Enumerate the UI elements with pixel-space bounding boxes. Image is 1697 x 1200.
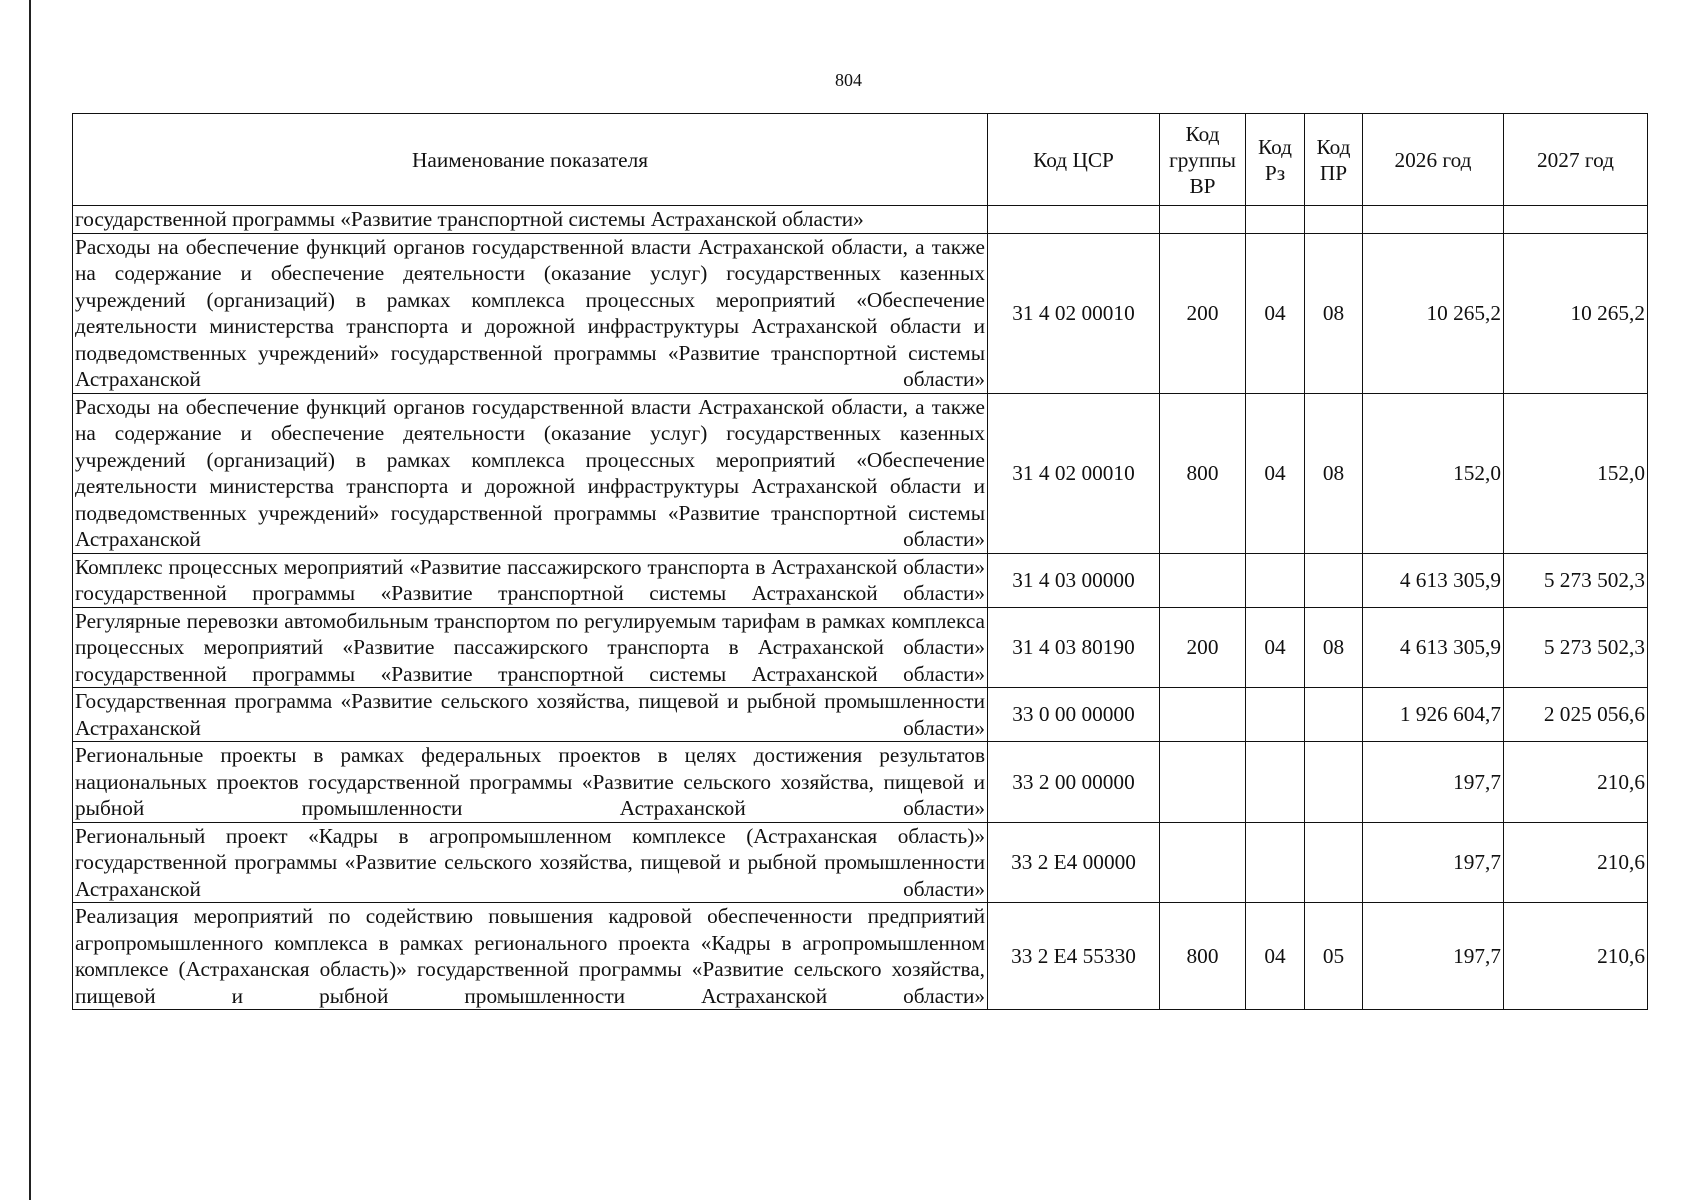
row-name: Расходы на обеспечение функций органов государственной власти Астраханской области, а также на содержание и обеспечение деятельности (оказание услуг) государственных казенных учреждений (организаций) в рамках комплекса процессных мероприятий «Обеспечение деятельности министерства транспорта и дорожной инфраструктуры Астраханской области и подведомственных учреждений» государственной программы «Развитие транспортной системы Астраханской области» (73, 233, 988, 393)
row-csr: 33 2 00 00000 (988, 742, 1160, 823)
row-pr: 08 (1305, 607, 1363, 688)
header-name: Наименование показателя (73, 114, 988, 206)
row-pr: 05 (1305, 903, 1363, 1010)
row-csr: 33 0 00 00000 (988, 688, 1160, 742)
header-vr: Код группы ВР (1160, 114, 1246, 206)
row-name: Региональный проект «Кадры в агропромышленном комплексе (Астраханская область)» государственной программы «Развитие сельского хозяйства, пищевой и рыбной промышленности Астраханской области» (73, 822, 988, 903)
row-rz (1246, 822, 1305, 903)
binding-line (29, 0, 31, 1200)
row-vr: 800 (1160, 393, 1246, 553)
row-name: Государственная программа «Развитие сельского хозяйства, пищевой и рыбной промышленности Астраханской области» (73, 688, 988, 742)
row-2027: 152,0 (1504, 393, 1648, 553)
row-vr (1160, 822, 1246, 903)
row-2026: 4 613 305,9 (1363, 607, 1504, 688)
header-rz: Код Рз (1246, 114, 1305, 206)
table-row (73, 553, 1648, 607)
table-row (73, 903, 1648, 1010)
page-number: 804 (835, 70, 862, 90)
row-csr (988, 206, 1160, 234)
table-row (73, 233, 1648, 393)
row-vr (1160, 553, 1246, 607)
row-vr: 200 (1160, 607, 1246, 688)
row-pr: 08 (1305, 233, 1363, 393)
row-name: Расходы на обеспечение функций органов государственной власти Астраханской области, а также на содержание и обеспечение деятельности (оказание услуг) государственных казенных учреждений (организаций) в рамках комплекса процессных мероприятий «Обеспечение деятельности министерства транспорта и дорожной инфраструктуры Астраханской области и подведомственных учреждений» государственной программы «Развитие транспортной системы Астраханской области» (73, 393, 988, 553)
row-csr: 33 2 Е4 00000 (988, 822, 1160, 903)
row-vr: 200 (1160, 233, 1246, 393)
row-2026: 152,0 (1363, 393, 1504, 553)
table-row (73, 607, 1648, 688)
row-rz (1246, 688, 1305, 742)
table-row (73, 688, 1648, 742)
row-csr: 31 4 02 00010 (988, 393, 1160, 553)
row-csr: 31 4 03 00000 (988, 553, 1160, 607)
row-pr: 08 (1305, 393, 1363, 553)
row-2027: 2 025 056,6 (1504, 688, 1648, 742)
row-2026: 1 926 604,7 (1363, 688, 1504, 742)
row-2027: 210,6 (1504, 903, 1648, 1010)
header-2026: 2026 год (1363, 114, 1504, 206)
row-name: Региональные проекты в рамках федеральных проектов в целях достижения результатов национальных проектов государственной программы «Развитие сельского хозяйства, пищевой и рыбной промышленности Астраханской области» (73, 742, 988, 823)
row-csr: 33 2 Е4 55330 (988, 903, 1160, 1010)
row-2026 (1363, 206, 1504, 234)
table-row (73, 206, 1648, 234)
table-row (73, 393, 1648, 553)
row-pr (1305, 553, 1363, 607)
row-vr (1160, 688, 1246, 742)
row-csr: 31 4 02 00010 (988, 233, 1160, 393)
row-rz: 04 (1246, 607, 1305, 688)
row-name: Регулярные перевозки автомобильным транспортом по регулируемым тарифам в рамках комплекса процессных мероприятий «Развитие пассажирского транспорта в Астраханской области» государственной программы «Развитие транспортной системы Астраханской области» (73, 607, 988, 688)
row-2026: 10 265,2 (1363, 233, 1504, 393)
row-rz: 04 (1246, 393, 1305, 553)
row-name: Комплекс процессных мероприятий «Развитие пассажирского транспорта в Астраханской области» государственной программы «Развитие транспортной системы Астраханской области» (73, 553, 988, 607)
table-row (73, 822, 1648, 903)
row-pr (1305, 206, 1363, 234)
row-pr (1305, 742, 1363, 823)
header-pr: Код ПР (1305, 114, 1363, 206)
table-header-row (73, 114, 1648, 206)
row-rz (1246, 206, 1305, 234)
row-rz (1246, 553, 1305, 607)
table-row (73, 742, 1648, 823)
budget-table (72, 113, 1648, 1010)
row-2026: 4 613 305,9 (1363, 553, 1504, 607)
row-2027: 5 273 502,3 (1504, 607, 1648, 688)
row-vr: 800 (1160, 903, 1246, 1010)
row-2026: 197,7 (1363, 822, 1504, 903)
row-2027 (1504, 206, 1648, 234)
row-pr (1305, 688, 1363, 742)
row-rz: 04 (1246, 233, 1305, 393)
row-name: Реализация мероприятий по содействию повышения кадровой обеспеченности предприятий агропромышленного комплекса в рамках регионального проекта «Кадры в агропромышленном комплексе (Астраханская область)» государственной программы «Развитие сельского хозяйства, пищевой и рыбной промышленности Астраханской области» (73, 903, 988, 1010)
row-vr (1160, 206, 1246, 234)
row-2027: 210,6 (1504, 742, 1648, 823)
row-rz (1246, 742, 1305, 823)
row-pr (1305, 822, 1363, 903)
row-2026: 197,7 (1363, 903, 1504, 1010)
header-csr: Код ЦСР (988, 114, 1160, 206)
row-2026: 197,7 (1363, 742, 1504, 823)
header-2027: 2027 год (1504, 114, 1648, 206)
row-2027: 5 273 502,3 (1504, 553, 1648, 607)
row-rz: 04 (1246, 903, 1305, 1010)
row-2027: 210,6 (1504, 822, 1648, 903)
row-vr (1160, 742, 1246, 823)
row-csr: 31 4 03 80190 (988, 607, 1160, 688)
row-2027: 10 265,2 (1504, 233, 1648, 393)
row-name: государственной программы «Развитие транспортной системы Астраханской области» (73, 206, 988, 234)
